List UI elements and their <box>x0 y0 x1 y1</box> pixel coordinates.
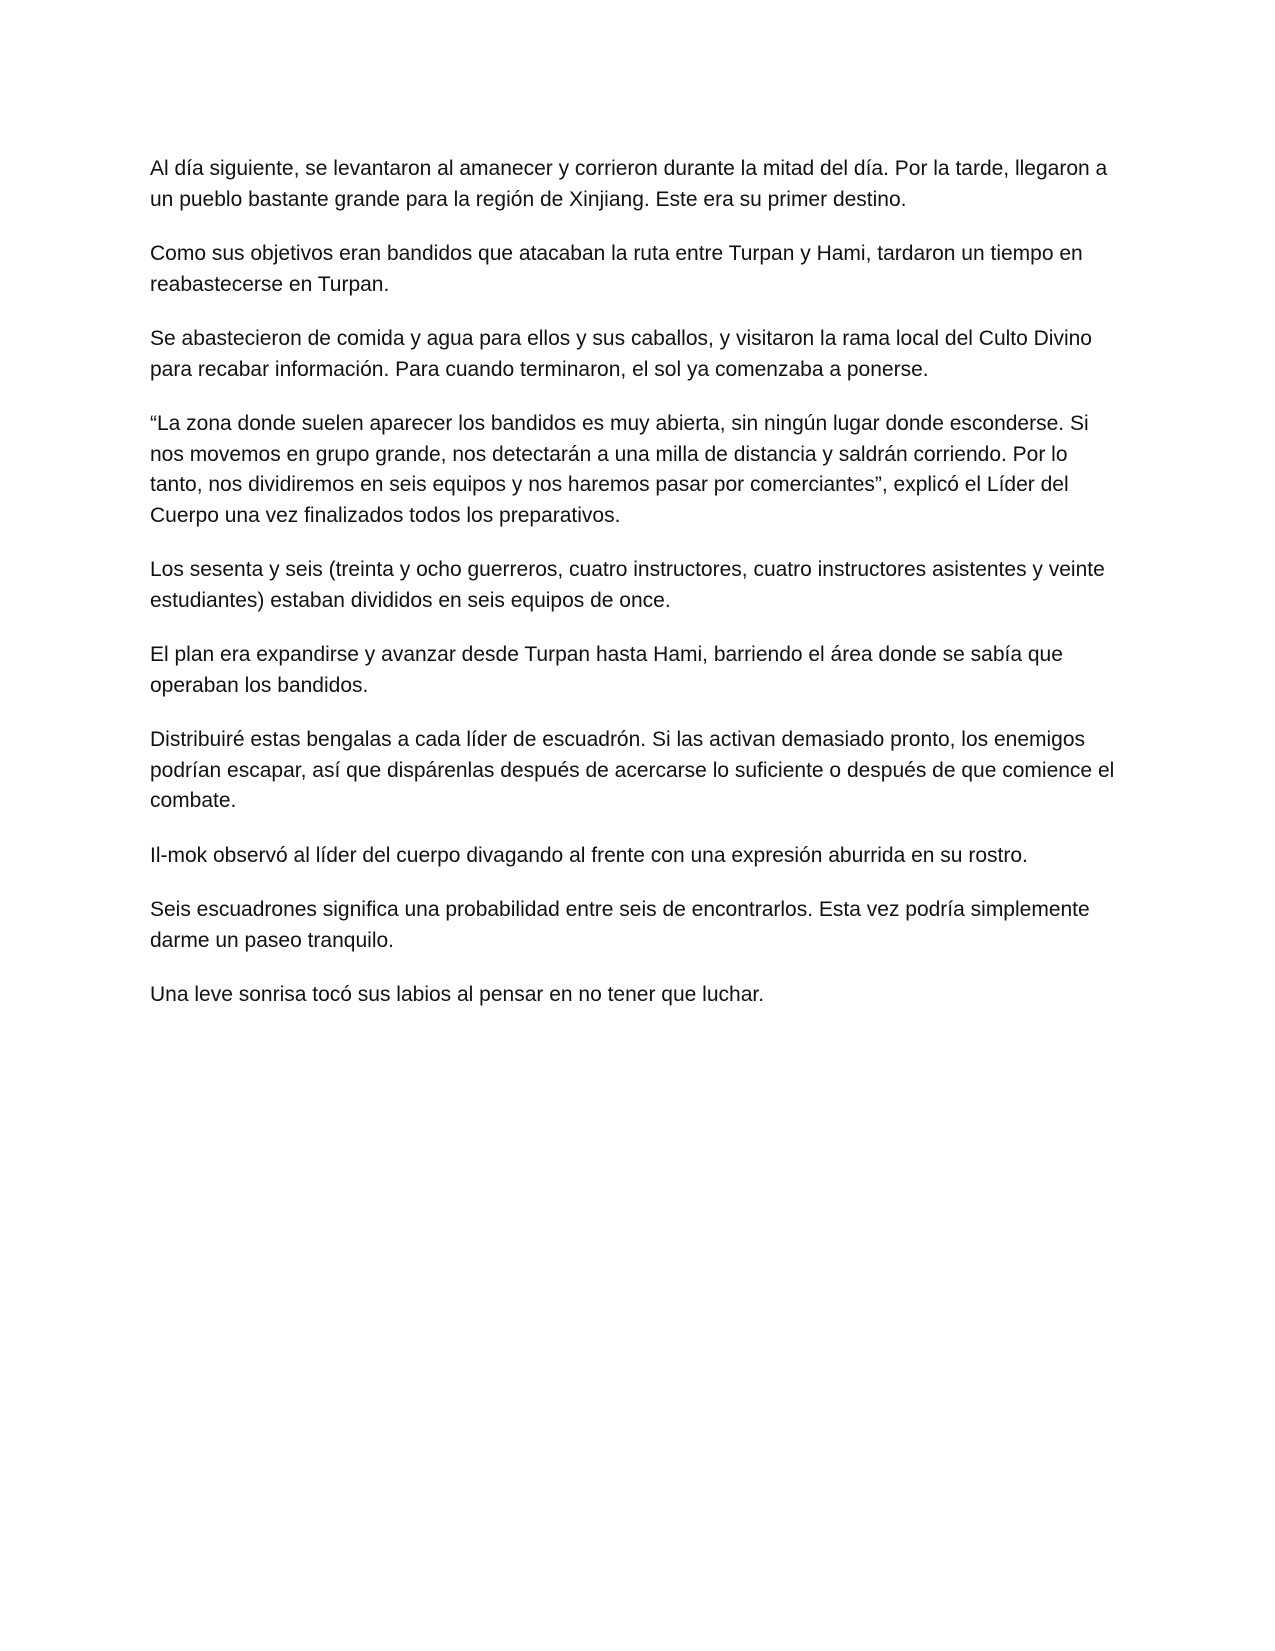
paragraph: Al día siguiente, se levantaron al amanecer y corrieron durante la mitad del día. Por la tarde, llegaron a un pueblo bastante grande para la región de Xinjiang. Este era su primer destino. <box>150 157 1108 211</box>
paragraph: Se abastecieron de comida y agua para ellos y sus caballos, y visitaron la rama local del Culto Divino para recabar información. Para cuando terminaron, el sol ya comenzaba a ponerse. <box>150 327 1092 381</box>
paragraph: Seis escuadrones significa una probabilidad entre seis de encontrarlos. Esta vez podría simplemente darme un paseo tranquilo. <box>150 898 1090 952</box>
paragraph: Il-mok observó al líder del cuerpo divagando al frente con una expresión aburrida en su rostro. <box>150 843 1028 867</box>
paragraph: “La zona donde suelen aparecer los bandidos es muy abierta, sin ningún lugar donde esconderse. Si nos movemos en grupo grande, nos detectarán a una milla de distancia y saldrán corriendo. Por lo tanto, nos dividiremos en seis equipos y nos haremos pasar por comerciantes”, explicó el Líder del Cuerpo una vez finalizados todos los preparativos. <box>150 412 1089 527</box>
paragraph: El plan era expandirse y avanzar desde Turpan hasta Hami, barriendo el área donde se sabía que operaban los bandidos. <box>150 643 1063 697</box>
document-body <box>150 154 1125 1035</box>
paragraph: Una leve sonrisa tocó sus labios al pensar en no tener que luchar. <box>150 983 765 1006</box>
paragraph: Como sus objetivos eran bandidos que atacaban la ruta entre Turpan y Hami, tardaron un tiempo en reabastecerse en Turpan. <box>150 242 1083 296</box>
paragraph: Distribuiré estas bengalas a cada líder de escuadrón. Si las activan demasiado pronto, los enemigos podrían escapar, así que dispárenlas después de acercarse lo suficiente o después de que comience el combate. <box>150 728 1115 812</box>
paragraph: Los sesenta y seis (treinta y ocho guerreros, cuatro instructores, cuatro instructores asistentes y veinte estudiantes) estaban divididos en seis equipos de once. <box>150 558 1105 612</box>
